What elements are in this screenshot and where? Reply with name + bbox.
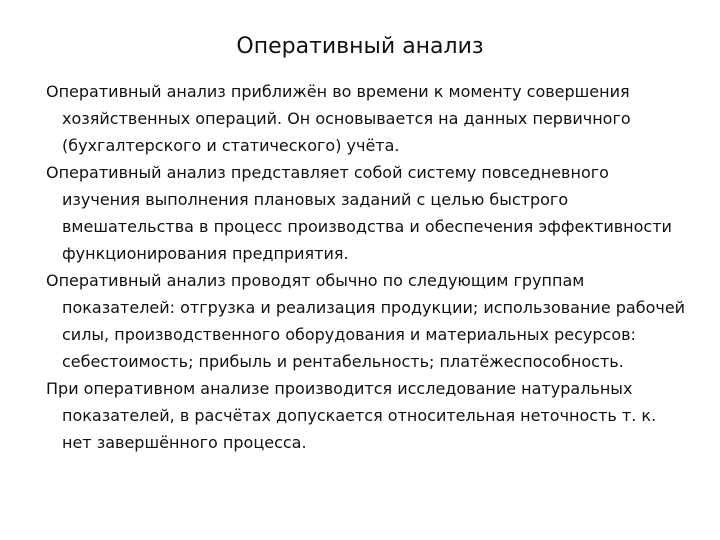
paragraph-2: Оперативный анализ представляет собой систему повседневного изучения выполнения плановых заданий с целью быстрого вмешательства в процесс производства и обеспечения эффективности функционирования предприятия. (46, 163, 672, 263)
paragraph-1: Оперативный анализ приближён во времени к моменту совершения хозяйственных операций. Он основывается на данных первичного (бухгалтерского и статического) учёта. (46, 82, 631, 155)
slide-title: Оперативный анализ (236, 34, 484, 59)
paragraph-4: При оперативном анализе производится исследование натуральных показателей, в расчётах допускается относительная неточность т. к. нет завершённого процесса. (46, 379, 657, 452)
slide-body (46, 78, 686, 456)
paragraph-3: Оперативный анализ проводят обычно по следующим группам показателей: отгрузка и реализация продукции; использование рабочей силы, производственного оборудования и материальных ресурсов: себестоимость; прибыль и рентабельность; платёжеспособность. (46, 271, 686, 371)
